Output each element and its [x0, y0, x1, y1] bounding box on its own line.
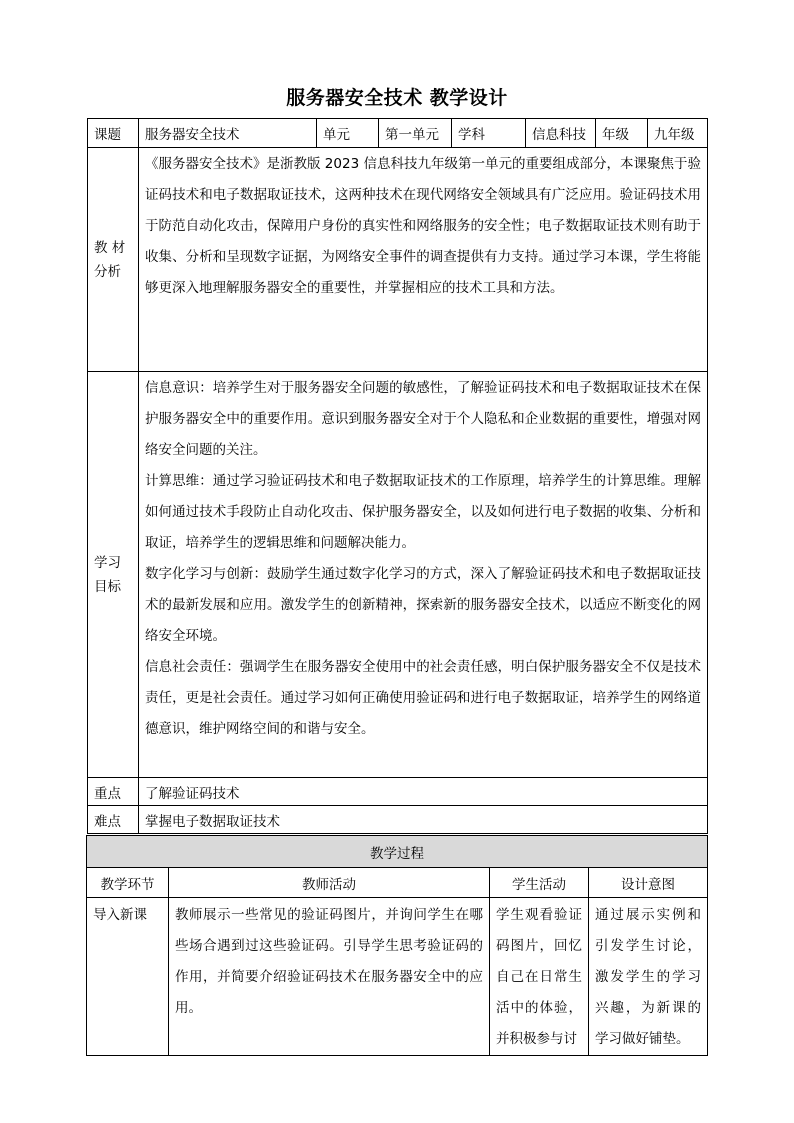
difficulty-row	[88, 806, 708, 834]
stage-cell: 导入新课	[87, 898, 169, 1056]
unit-value: 第一单元	[379, 119, 452, 148]
unit-label: 单元	[317, 119, 379, 148]
objectives-row	[88, 372, 708, 778]
key-point-text: 了解验证码技术	[139, 778, 708, 806]
column-header-teacher: 教师活动	[169, 868, 490, 898]
key-point-row	[88, 778, 708, 806]
grade-value: 九年级	[648, 119, 708, 148]
process-header-row	[87, 836, 708, 868]
column-header-intent: 设计意图	[589, 868, 708, 898]
material-analysis-text: 《服务器安全技术》是浙教版 2023 信息科技九年级第一单元的重要组成部分，本课聚焦于验证码技术和电子数据取证技术，这两种技术在现代网络安全领域具有广泛应用。验证码技术用于防范自动化攻击，保障用户身份的真实性和网络服务的安全性；电子数据取证技术则有助于收集、分析和呈现数字证据，为网络安全事件的调查提供有力支持。通过学习本课，学生将能够更深入地理解服务器安全的重要性，并掌握相应的技术工具和方法。	[145, 156, 701, 296]
material-analysis-row	[88, 148, 708, 372]
objectives-label: 学习 目标	[88, 372, 139, 778]
process-column-headers	[87, 868, 708, 898]
page-title: 服务器安全技术 教学设计	[286, 87, 508, 109]
difficulty-label: 难点	[88, 806, 139, 834]
topic-value: 服务器安全技术	[139, 119, 317, 148]
material-analysis-label: 教 材 分析	[88, 148, 139, 372]
teacher-activity-cell: 教师展示一些常见的验证码图片，并询问学生在哪些场合遇到过这些验证码。引导学生思考验证码的作用，并简要介绍验证码技术在服务器安全中的应用。	[169, 898, 490, 1056]
objective-item: 信息意识：培养学生对于服务器安全问题的敏感性，了解验证码技术和电子数据取证技术在保护服务器安全中的重要作用。意识到服务器安全对于个人隐私和企业数据的重要性，增强对网络安全问题的关注。	[145, 380, 701, 458]
student-activity-cell: 学生观看验证码图片，回忆自己在日常生活中的体验，并积极参与讨	[490, 898, 589, 1056]
topic-label: 课题	[88, 119, 139, 148]
lesson-info-table	[87, 118, 708, 834]
objective-item: 计算思维：通过学习验证码技术和电子数据取证技术的工作原理，培养学生的计算思维。理解如何通过技术手段防止自动化攻击、保护服务器安全，以及如何进行电子数据的收集、分析和取证，培养学生的逻辑思维和问题解决能力。	[145, 473, 701, 551]
design-intent-cell: 通过展示实例和引发学生讨论，激发学生的学习兴趣，为新课的学习做好铺垫。	[589, 898, 708, 1056]
objective-item: 信息社会责任：强调学生在服务器安全使用中的社会责任感，明白保护服务器安全不仅是技术责任，更是社会责任。通过学习如何正确使用验证码和进行电子数据取证，培养学生的网络道德意识，维护网络空间的和谐与安全。	[145, 659, 701, 737]
column-header-student: 学生活动	[490, 868, 589, 898]
difficulty-text: 掌握电子数据取证技术	[139, 806, 708, 834]
info-row	[88, 119, 708, 148]
process-header: 教学过程	[87, 836, 708, 868]
teaching-process-table	[86, 835, 708, 1056]
column-header-stage: 教学环节	[87, 868, 169, 898]
objective-item: 数字化学习与创新：鼓励学生通过数字化学习的方式，深入了解验证码技术和电子数据取证技术的最新发展和应用。激发学生的创新精神，探索新的服务器安全技术，以适应不断变化的网络安全环境。	[145, 566, 701, 644]
table-row	[87, 898, 708, 1056]
key-point-label: 重点	[88, 778, 139, 806]
subject-value: 信息科技	[526, 119, 596, 148]
subject-label: 学科	[452, 119, 526, 148]
grade-label: 年级	[596, 119, 648, 148]
